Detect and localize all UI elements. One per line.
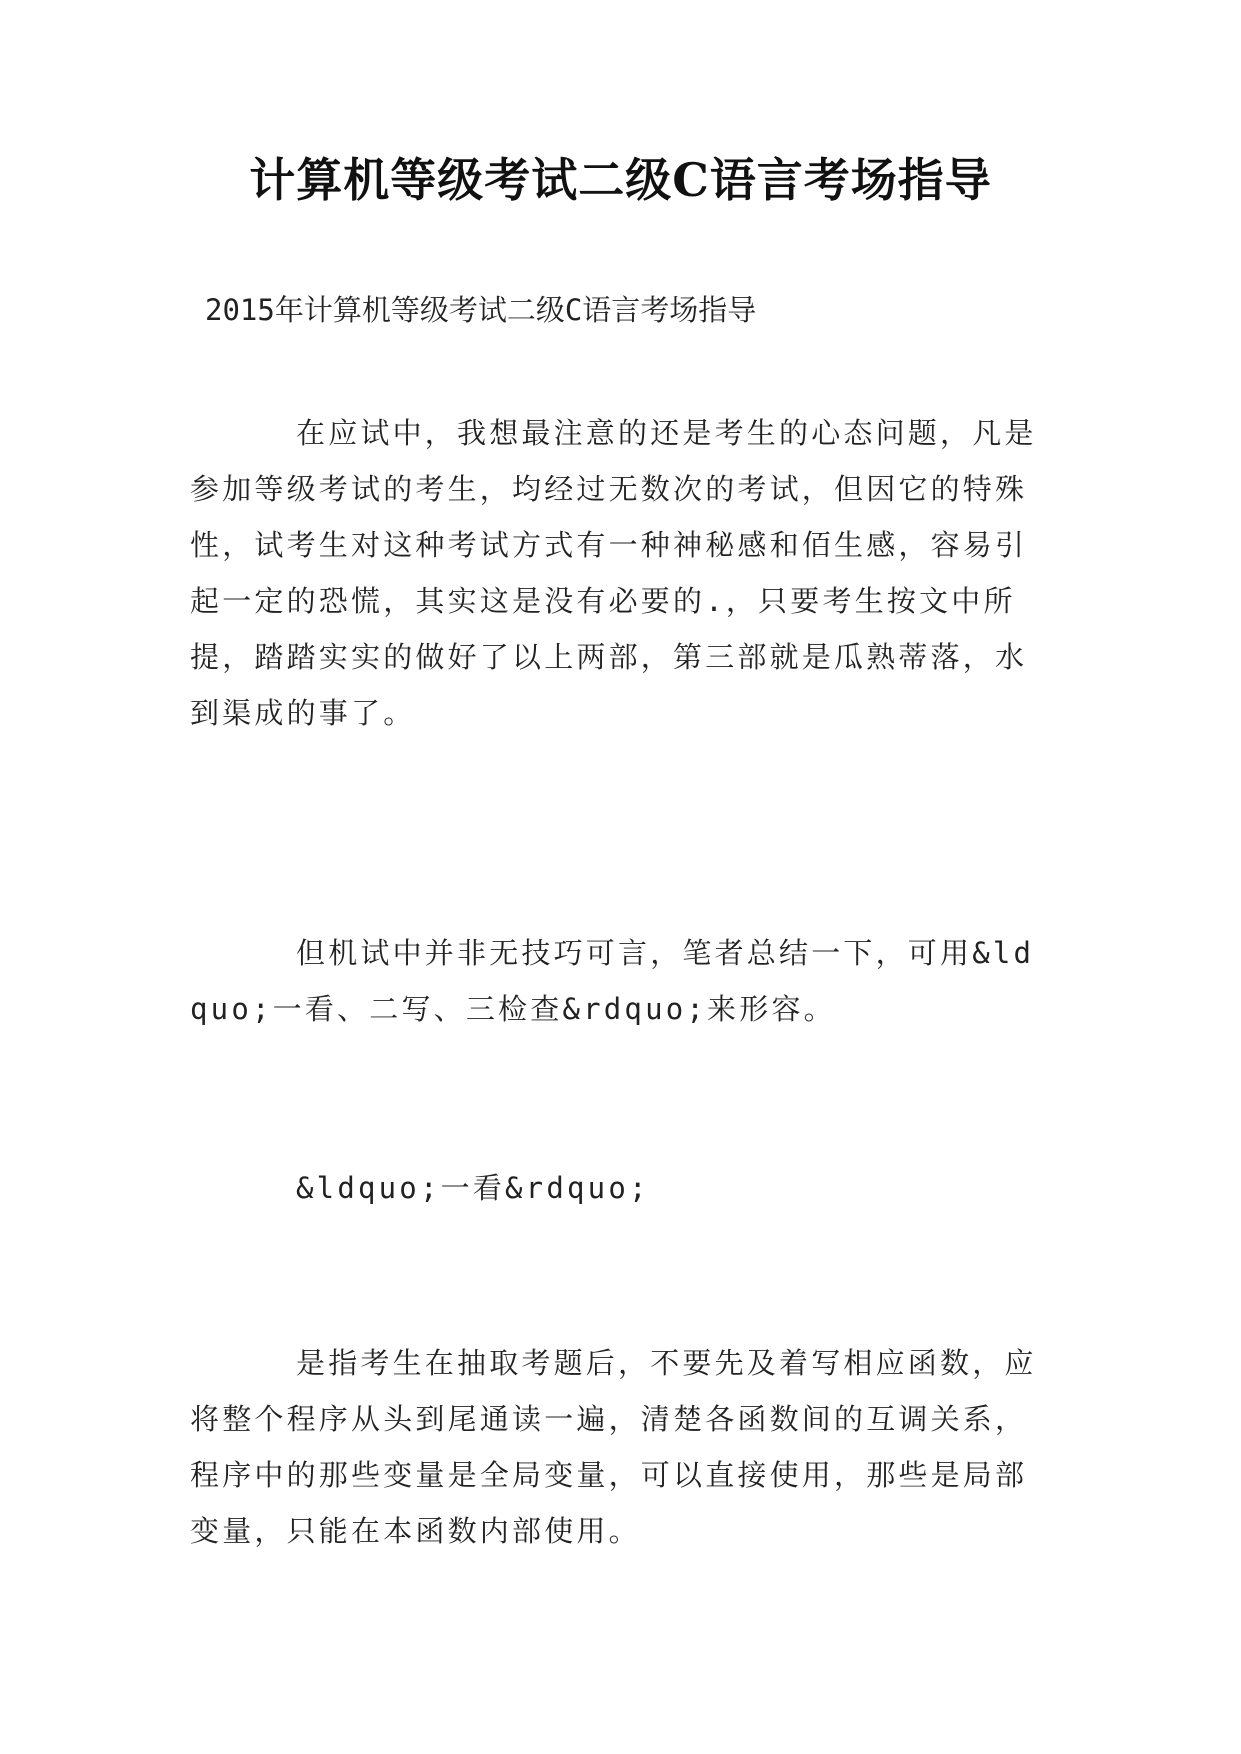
document-title: 计算机等级考试二级C语言考场指导: [249, 153, 992, 207]
paragraph-exam-mindset: 在应试中，我想最注意的还是考生的心态问题，凡是参加等级考试的考生，均经过无数次的考试，但因它的特殊性，试考生对这种考试方式有一种神秘感和佰生感，容易引起一定的恐慌，其实这是没有必要的.，只要考生按文中所提，踏踏实实的做好了以上两部，第三部就是瓜熟蒂落，水到渠成的事了。: [190, 416, 1037, 730]
paragraph-step-one-heading: &ldquo;一看&rdquo;: [296, 1171, 650, 1205]
document-subtitle: 2015年计算机等级考试二级C语言考场指导: [205, 293, 757, 327]
paragraph-step-one-detail: 是指考生在抽取考题后，不要先及着写相应函数，应将整个程序从头到尾通读一遍，清楚各函数间的互调关系，程序中的那些变量是全局变量，可以直接使用，那些是局部变量，只能在本函数内部使用。: [190, 1346, 1037, 1548]
paragraph-exam-tips: 但机试中并非无技巧可言，笔者总结一下，可用&ldquo;一看、二写、三检查&rdquo;来形容。: [190, 936, 1035, 1026]
